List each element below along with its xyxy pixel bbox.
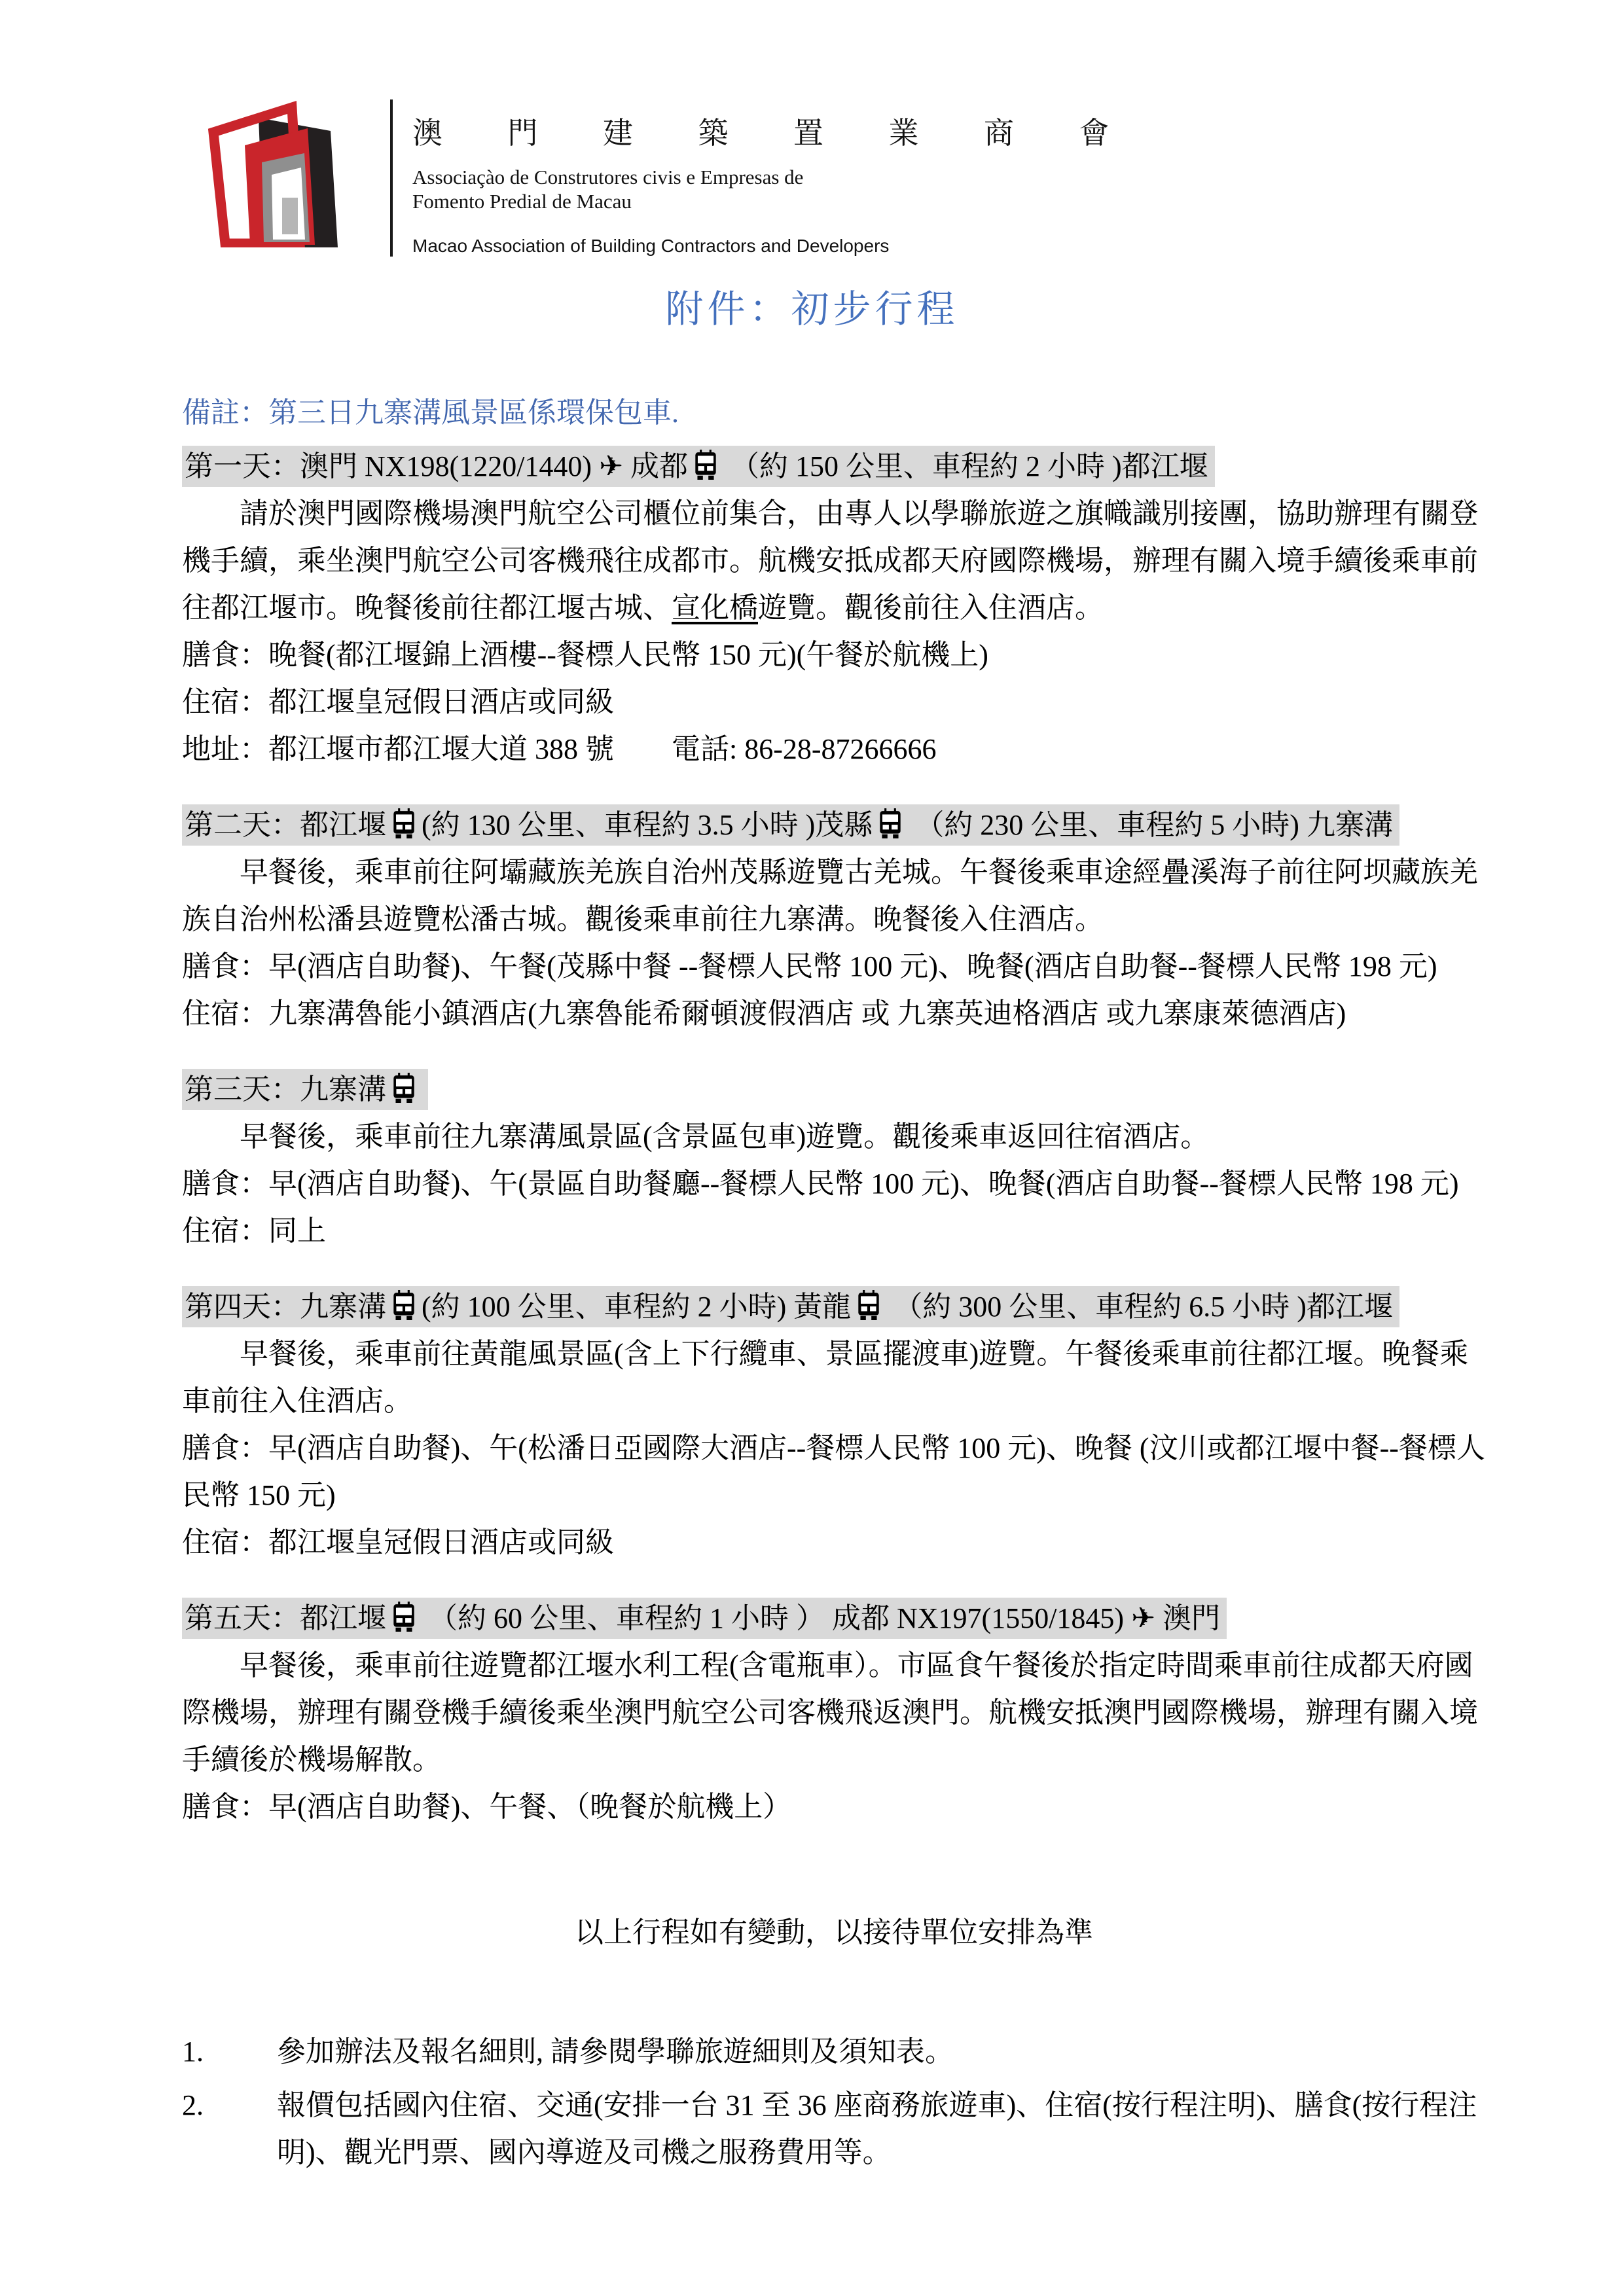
plane-icon: ✈	[599, 450, 623, 483]
day1-hotel-line: 住宿：都江堰皇冠假日酒店或同級	[182, 686, 614, 718]
page-title: 附件：初步行程	[665, 288, 959, 331]
org-name-chinese: 澳 門 建 築 置 業 商 會	[412, 117, 1138, 150]
list-item-text: 報價包括國內住宿、交通(安排一台 31 至 36 座商務旅遊車)、住宿(按行程注明)、膳食(按行程注明)、觀光門票、國內導遊及司機之服務費用等。	[277, 2089, 1477, 2168]
letterhead-text	[412, 98, 1138, 257]
day1-header	[182, 443, 1486, 490]
list-item-number: 2.	[182, 2089, 204, 2121]
disclaimer-line: 以上行程如有變動，以接待單位安排為準	[575, 1916, 1093, 1948]
day5-header-seg3: 澳門	[1155, 1602, 1220, 1634]
day2-header-highlight	[182, 804, 1399, 846]
day1-header-seg1: 第一天：澳門 NX198(1220/1440)	[185, 450, 600, 482]
list-item	[182, 2082, 1486, 2176]
notes-list	[182, 2028, 1486, 2176]
day5-header	[182, 1595, 1486, 1642]
day1-paragraph-seg1: 請於澳門國際機場澳門航空公司櫃位前集合，由專人以學聯旅遊之旗幟識別接團，協助辦理有關登機手續，乘坐澳門航空公司客機飛往成都市。航機安抵成都天府國際機場，辦理有關入境手續後乘車前往都江堰市。晚餐後前往都江堰古城、	[182, 497, 1478, 624]
org-name-portuguese-line2: Fomento Predial de Macau	[412, 190, 632, 213]
day1-address-line: 地址：都江堰市都江堰大道 388 號 電話: 86-28-87266666	[182, 733, 937, 765]
day1-header-highlight	[182, 446, 1215, 487]
document-body	[182, 389, 1486, 2176]
day4-header	[182, 1283, 1486, 1331]
day2-header-seg2: (約 130 公里、車程約 3.5 小時 )茂縣	[422, 809, 873, 841]
remark-line: 備註：第三日九寨溝風景區係環保包車.	[182, 397, 679, 429]
org-name-portuguese	[412, 165, 1138, 213]
day2-header	[182, 802, 1486, 849]
list-item-text: 參加辦法及報名細則, 請參閱學聯旅遊細則及須知表。	[277, 2036, 954, 2068]
bus-icon	[693, 450, 718, 480]
day4-header-seg1: 第四天：九寨溝	[185, 1291, 386, 1323]
day4-meals-line: 膳食：早(酒店自助餐)、午(松潘日亞國際大酒店--餐標人民幣 100 元)、晚餐 (汶川或都江堰中餐--餐標人民幣 150 元)	[182, 1432, 1485, 1511]
association-logo-icon	[196, 98, 368, 247]
org-name-portuguese-line1: Associaçào de Construtores civis e Empresas de	[412, 166, 804, 188]
day4-header-highlight	[182, 1286, 1399, 1327]
day3-header	[182, 1066, 1486, 1113]
day2-paragraph: 早餐後，乘車前往阿壩藏族羌族自治州茂縣遊覽古羌城。午餐後乘車途經疊溪海子前往阿坝藏族羌族自治州松潘县遊覽松潘古城。觀後乘車前往九寨溝。晚餐後入住酒店。	[182, 856, 1478, 935]
day4-paragraph: 早餐後，乘車前往黃龍風景區(含上下行纜車、景區擺渡車)遊覽。午餐後乘車前往都江堰。晚餐乘車前往入住酒店。	[182, 1338, 1469, 1417]
bus-icon	[878, 808, 903, 838]
day5-section	[182, 1595, 1486, 1831]
day4-header-seg2: (約 100 公里、車程約 2 小時) 黃龍	[422, 1291, 852, 1323]
day2-header-seg3: （約 230 公里、車程約 5 小時) 九寨溝	[908, 809, 1393, 841]
day3-header-seg1: 第三天：九寨溝	[185, 1073, 386, 1105]
bus-icon	[391, 1290, 416, 1320]
bus-icon	[391, 1073, 416, 1103]
day1-paragraph	[182, 490, 1486, 632]
day5-paragraph: 早餐後，乘車前往遊覽都江堰水利工程(含電瓶車）。市區食午餐後於指定時間乘車前往成都天府國際機場，辦理有關登機手續後乘坐澳門航空公司客機飛返澳門。航機安抵澳門國際機場，辦理有關入境手續後於機場解散。	[182, 1649, 1478, 1776]
org-name-english: Macao Association of Building Contractors and Developers	[412, 236, 890, 256]
day1-header-seg3: （約 150 公里、車程約 2 小時 )都江堰	[723, 450, 1208, 482]
day3-meals-line: 膳食：早(酒店自助餐)、午(景區自助餐廳--餐標人民幣 100 元)、晚餐(酒店自助餐--餐標人民幣 198 元)	[182, 1168, 1459, 1200]
day4-section	[182, 1283, 1486, 1566]
day5-header-seg2: （約 60 公里、車程約 1 小時 ） 成都 NX197(1550/1845)	[422, 1602, 1132, 1634]
day3-paragraph: 早餐後，乘車前往九寨溝風景區(含景區包車)遊覽。觀後乘車返回往宿酒店。	[240, 1121, 1210, 1153]
plane-icon: ✈	[1131, 1602, 1155, 1635]
day5-header-seg1: 第五天：都江堰	[185, 1602, 386, 1634]
day5-header-highlight	[182, 1598, 1227, 1639]
list-item	[182, 2028, 1486, 2075]
day2-meals-line: 膳食：早(酒店自助餐)、午餐(茂縣中餐 --餐標人民幣 100 元)、晚餐(酒店自助餐--餐標人民幣 198 元)	[182, 950, 1437, 982]
day4-hotel-line: 住宿：都江堰皇冠假日酒店或同級	[182, 1526, 614, 1558]
day2-section	[182, 802, 1486, 1037]
bus-icon	[391, 1602, 416, 1632]
day1-paragraph-underlined: 宣化橋	[672, 592, 758, 624]
day4-header-seg3: （約 300 公里、車程約 6.5 小時 )都江堰	[886, 1291, 1393, 1323]
day1-section	[182, 443, 1486, 773]
letterhead	[196, 98, 1138, 257]
day5-meals-line: 膳食：早(酒店自助餐)、午餐、（晚餐於航機上）	[182, 1791, 792, 1823]
letterhead-divider	[390, 99, 393, 257]
day1-meals-line: 膳食：晚餐(都江堰錦上酒樓--餐標人民幣 150 元)(午餐於航機上)	[182, 639, 988, 671]
day2-header-seg1: 第二天：都江堰	[185, 809, 386, 841]
day1-paragraph-seg2: 遊覽。觀後前往入住酒店。	[758, 592, 1104, 624]
day3-header-highlight	[182, 1069, 428, 1110]
day2-hotel-line: 住宿：九寨溝魯能小鎮酒店(九寨魯能希爾頓渡假酒店 或 九寨英迪格酒店 或九寨康萊德酒店)	[182, 997, 1346, 1030]
day1-header-seg2: 成都	[623, 450, 688, 482]
bus-icon	[391, 808, 416, 838]
bus-icon	[856, 1290, 881, 1320]
list-item-number: 1.	[182, 2036, 204, 2068]
day3-hotel-line: 住宿：同上	[182, 1215, 326, 1247]
day3-section	[182, 1066, 1486, 1255]
